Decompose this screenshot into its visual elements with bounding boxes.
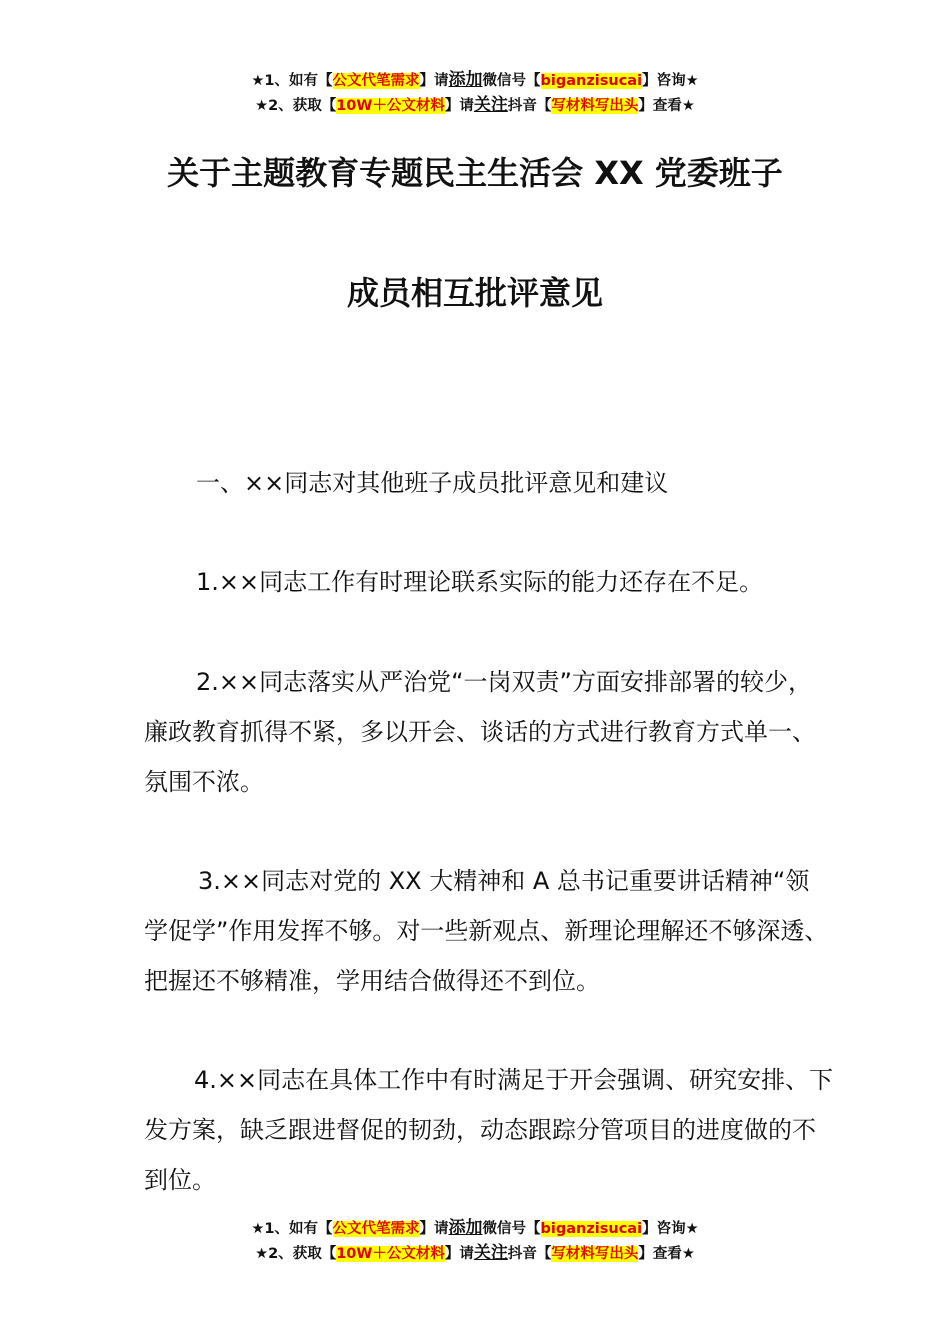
promo-line-2 xyxy=(0,93,950,118)
douyin-id-highlight: 写材料写出头 xyxy=(551,98,639,114)
promo-underline: 关注 xyxy=(473,1243,508,1263)
promo-text: 】查看★ xyxy=(638,98,695,114)
promo-highlight: 10W＋公文材料 xyxy=(336,98,445,114)
promo-text: 】请 xyxy=(419,73,449,89)
promo-underline: 添加 xyxy=(448,1218,483,1238)
promo-text: 抖音【 xyxy=(507,98,552,114)
promo-text: ★1、如有【 xyxy=(251,73,333,89)
criticism-item-2: 2.××同志落实从严治党“一岗双责”方面安排部署的较少，廉政教育抓得不紧，多以开会、谈话的方式进行教育方式单一、氛围不浓。 xyxy=(144,668,816,796)
promo-text: ★2、获取【 xyxy=(255,1246,337,1262)
criticism-item-1: 1.××同志工作有时理论联系实际的能力还存在不足。 xyxy=(196,568,764,596)
promo-highlight: 公文代笔需求 xyxy=(332,1221,420,1237)
promo-line-1 xyxy=(0,68,950,93)
wechat-id-highlight: biganzisucai xyxy=(540,1221,643,1237)
promo-line-1 xyxy=(0,1216,950,1241)
promo-highlight: 公文代笔需求 xyxy=(332,73,420,89)
header-promo-banner xyxy=(0,68,950,118)
promo-underline: 添加 xyxy=(448,70,483,90)
promo-text: 】请 xyxy=(444,1246,474,1262)
promo-text: 】请 xyxy=(419,1221,449,1237)
document-title-line-1: 关于主题教育专题民主生活会 XX 党委班子 xyxy=(167,154,783,192)
promo-line-2 xyxy=(0,1241,950,1266)
promo-text: 】咨询★ xyxy=(642,73,699,89)
promo-text: 微信号【 xyxy=(482,73,541,89)
promo-text: ★2、获取【 xyxy=(255,98,337,114)
promo-text: ★1、如有【 xyxy=(251,1221,333,1237)
promo-text: 】查看★ xyxy=(638,1246,695,1262)
promo-text: 】请 xyxy=(444,98,474,114)
section-heading: 一、××同志对其他班子成员批评意见和建议 xyxy=(196,469,669,497)
promo-text: 微信号【 xyxy=(482,1221,541,1237)
douyin-id-highlight: 写材料写出头 xyxy=(551,1246,639,1262)
criticism-item-3: 3.××同志对党的 XX 大精神和 A 总书记重要讲话精神“领学促学”作用发挥不够。对一些新观点、新理论理解还不够深透、把握还不够精准，学用结合做得还不到位。 xyxy=(144,867,829,995)
promo-text: 抖音【 xyxy=(507,1246,552,1262)
criticism-item-4: 4.××同志在具体工作中有时满足于开会强调、研究安排、下发方案，缺乏跟进督促的韧劲，动态跟踪分管项目的进度做的不到位。 xyxy=(144,1066,834,1194)
footer-promo-banner xyxy=(0,1216,950,1266)
document-title-line-2: 成员相互批评意见 xyxy=(346,274,603,312)
promo-text: 】咨询★ xyxy=(642,1221,699,1237)
promo-underline: 关注 xyxy=(473,95,508,115)
wechat-id-highlight: biganzisucai xyxy=(540,73,643,89)
promo-highlight: 10W＋公文材料 xyxy=(336,1246,445,1262)
